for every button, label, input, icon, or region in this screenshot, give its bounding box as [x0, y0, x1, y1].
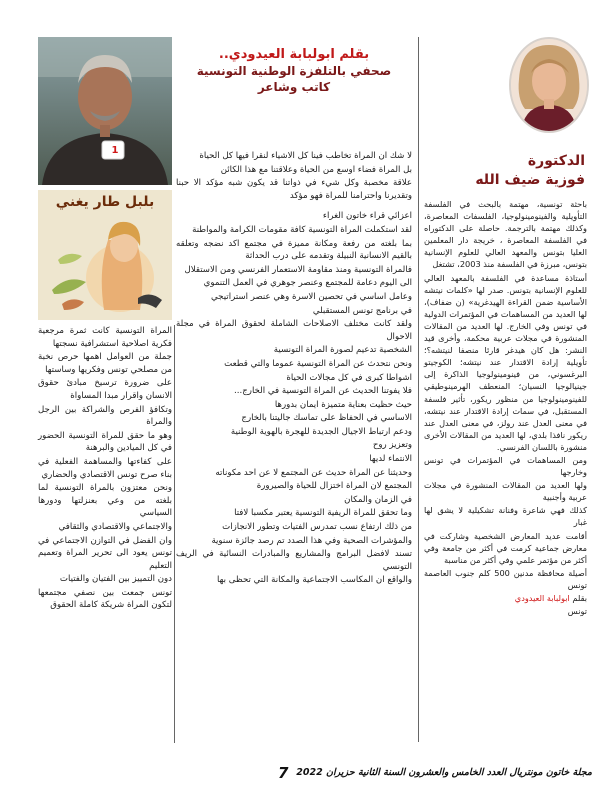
signature-place: تونس — [567, 606, 587, 617]
article-paragraph: فلا يفوتنا الحديث عن المراة التونسية في الخارج... — [234, 386, 412, 397]
bio-paragraph: ومن المساهمات في المؤتمرات في تونس وخارجها — [424, 454, 587, 478]
signature-line — [424, 592, 587, 604]
article-paragraph: الشخصية تدعيم لصورة المراة التونسية — [273, 345, 412, 356]
biography-column — [424, 198, 587, 618]
journal-issue: مجلة خاتون مونتريال العدد الخامس والعشرون السنة الثانية حزيران 2022 — [296, 767, 592, 778]
article-paragraph: وتكافؤ الفرص والشراكة بين الرجل والمراة — [38, 404, 172, 428]
bio-paragraph: أقامت عديد المعارض الشخصية وشاركت في معارض جماعية كرمت في أكثر من جامعة وفي أكثر من مؤتمر علمي وفي أكثر من مناسبة — [424, 530, 587, 565]
article-paragraph: اشواطا كبرى في كل مجالات الحياة — [286, 372, 412, 383]
author-role-2: كاتب وشاعر — [257, 80, 331, 94]
article-paragraph: وما تحقق للمراة الريفية التونسية يعتبر مكسبا لافتا — [234, 508, 412, 519]
article-paragraph: حيث حظيت بعناية متميزة ايمان بدورها — [274, 399, 412, 410]
article-paragraph: بل المراة فضاء اوسع من الحياة وعلاقتنا مع هذا الكائن — [220, 164, 412, 175]
article-paragraph: من ذلك ارتفاع نسب تمدرس الفتيات وتطور الانجازات — [222, 522, 412, 533]
author-name: بقلم ابولبابة العيدودي.. — [218, 47, 370, 62]
article-paragraph: في الزمان والمكان — [344, 494, 412, 505]
book-title: بلبل طار يغني — [55, 194, 155, 210]
article-side-column — [38, 325, 172, 613]
article-paragraph: في برنامج تونس المستقبلي — [312, 305, 412, 316]
page-number: 7 — [278, 764, 289, 782]
article-paragraph: وان الفضل في التوازن الاجتماعي في تونس يعود الى تحرير المراة وتعميم التعليم — [38, 535, 172, 571]
article-paragraph: وهو ما حقق للمراة التونسية الحضور في كل الميادين والبرهنة — [38, 430, 172, 454]
article-paragraph: بما بلغته من رفعة ومكانة مميزة في مجتمع اكد نضجه وتعلقه بالقيم الانسانية النبيلة وتقدمه على درب الحداثة — [176, 238, 412, 262]
author-role: صحفي بالتلفزة الوطنية التونسية — [196, 64, 392, 78]
column-divider-right — [418, 37, 419, 742]
signature-name: ابولبابة العيدودي — [514, 593, 570, 603]
article-paragraph: جملة من العوامل اهمها حرص نخبة من مصلحي تونس وفكريها وساستها — [38, 352, 172, 375]
article-paragraph: ودعم ارتباط الاجيال الجديدة للهجرة بالهوية الوطنية — [230, 426, 412, 437]
article-paragraph: فالمراة التونسية ومنذ مقاومة الاستعمار الفرنسي ومن الاستقلال — [184, 264, 412, 275]
article-paragraph: تسند لافضل البرامج والمشاريع والمبادرات النسائية في الريف التونسي — [176, 549, 412, 572]
article-paragraph: علاقة مخصبة وكل شيء في ذواتنا قد يكون شبه مؤكد الا حبنا وتقديرنا واحترامنا للمراة فهو مؤكد — [176, 178, 412, 201]
article-paragraph: لا شك ان المراة تخاطب فينا كل الاشياء لنقرا فيها كل الحياة — [199, 151, 412, 161]
article-paragraph: لقد استكملت المراة التونسية كافة مقومات الكرامة والمواطنة — [192, 224, 412, 235]
doctor-name: فوزية ضيف الله — [475, 172, 585, 188]
article-paragraph: ولقد كانت مختلف الاصلاحات الشاملة لحقوق المراة في مجلة الاحوال — [176, 319, 412, 342]
article-paragraph: المراة التونسية كانت ثمرة مرجعية فكرية اصلاحية استشرافية نسجتها — [38, 326, 172, 349]
bio-paragraph: أصيلة محافظة مدنين 500 كلم جنوب العاصمة تونس — [424, 567, 587, 590]
article-paragraph: ونحن معتزون بالمراة التونسية لما بلغته من وعي بعنزلتها ودورها السياسي — [38, 483, 172, 519]
signature-by: بقلم — [572, 593, 587, 603]
author-heading — [176, 47, 412, 95]
book-cover — [38, 190, 172, 320]
portrait-photo-fawzia — [509, 37, 589, 133]
article-paragraph: الانتماء لديها — [369, 454, 412, 465]
article-paragraph: الى اليوم دعامة للمجتمع وعنصر جوهري في العمل التنموي — [203, 278, 412, 289]
doctor-title: الدكتورة — [527, 153, 585, 169]
article-paragraph: وعامل اساسي في تحصين الاسرة وهي عنصر استراتيجي — [211, 291, 412, 302]
article-paragraph: والمؤشرات الصحية وفي هذا الصدد تم رصد جائزة سنوية — [211, 535, 412, 546]
doctor-heading — [424, 152, 585, 190]
article-paragraph: وحديثنا عن المراة حديث عن المجتمع لا عن احد مكوناته — [215, 467, 412, 478]
article-main-column — [176, 150, 412, 588]
bio-paragraph: كذلك فهي شاعرة وفنانة تشكيلية لا يشق لها غبار — [424, 505, 587, 528]
article-paragraph: على كفاءتها والمساهمة الفعلية في بناء صرح تونس الاقتصادي والحضاري — [38, 456, 172, 480]
article-paragraph: تونس جمعت بين نصفي مجتمعها لتكون المراة شريكة كاملة الحقوق — [38, 587, 172, 611]
bio-paragraph: باحثة تونسية، مهتمة بالبحث في الفلسفة التأويلية والفينومينولوجيا، الفلسفات المعاصرة، وكذلك مهتمة بالترجمة. حاصلة على الدكتوراه في الفلسفة المعاصرة ، خريجة دار المعلمين العليا بتونس والمعهد العالي للعلوم الإنسانية بتونس، مبرزة في الفلسفة منذ 2003، تشتغل — [424, 199, 587, 270]
article-paragraph: الاساسي في الحفاظ على تماسك جاليتنا بالخارج — [241, 413, 412, 424]
author-photo — [38, 37, 172, 185]
article-paragraph: اعزائي قراء خاتون الغراء — [322, 211, 412, 222]
article-paragraph: والواقع ان المكاسب الاجتماعية والمكانة التي تحظى بها — [217, 575, 412, 586]
column-divider-left — [174, 325, 175, 743]
article-paragraph: على ضرورة ترسيخ مبادئ حقوق الانسان واقرار مبدا المساواة — [38, 378, 172, 401]
tv-logo-icon: 1 — [111, 145, 119, 156]
page-footer — [20, 765, 592, 783]
article-paragraph: وتعزيز روح — [372, 440, 412, 451]
article-paragraph: دون التمييز بين الفتيان والفتيات — [59, 574, 172, 585]
bio-paragraph: ولها العديد من المقالات المنشورة في مجلات عربية وأجنبية — [424, 480, 587, 503]
article-paragraph: المجتمع لان المراة اختزال للحياة والصيرورة — [256, 481, 412, 492]
bio-paragraph: أستاذة مساعدة في الفلسفة بالمعهد العالي للعلوم الإنسانية بتونس. صدر لها «كلمات نيتشه الأساسية ضمن القراءة الهيدغرية» (ن ضفاف)، لها العديد من المساهمات في المؤتمرات الدولية في تونس وفي الخارج. لها العديد من المقالات المنشورة في مجلات عربية محكمة، وأخرى قيد النشر: هل كان هيدغر قارئا منصفا لنيتشه؟؛ تأويلية إرادة الاقتدار عند نيتشه؛ الكوجيتو البرغسوني، من فينومينولوجيا الذاكرة إلى جينيالوجيا النسيان؛ المنعطف الهرمينوطيقي للفينومينولوجيا من منظور ريكور، تأثير فلسفة المستقبل، في سمات إرادة الاقتدار عند نيتشه، في معنى العدل عند رولز، في معنى العدل عند ريكور نافذا بلدي، لها العديد من المقالات الأخرى منشورة باللسان الفرنسي. — [424, 272, 587, 452]
article-paragraph: ونحن نتحدث عن المراة التونسية عموما والتي قطعت — [224, 358, 412, 369]
article-paragraph: والاجتماعي والاقتصادي والثقافي — [58, 521, 172, 532]
